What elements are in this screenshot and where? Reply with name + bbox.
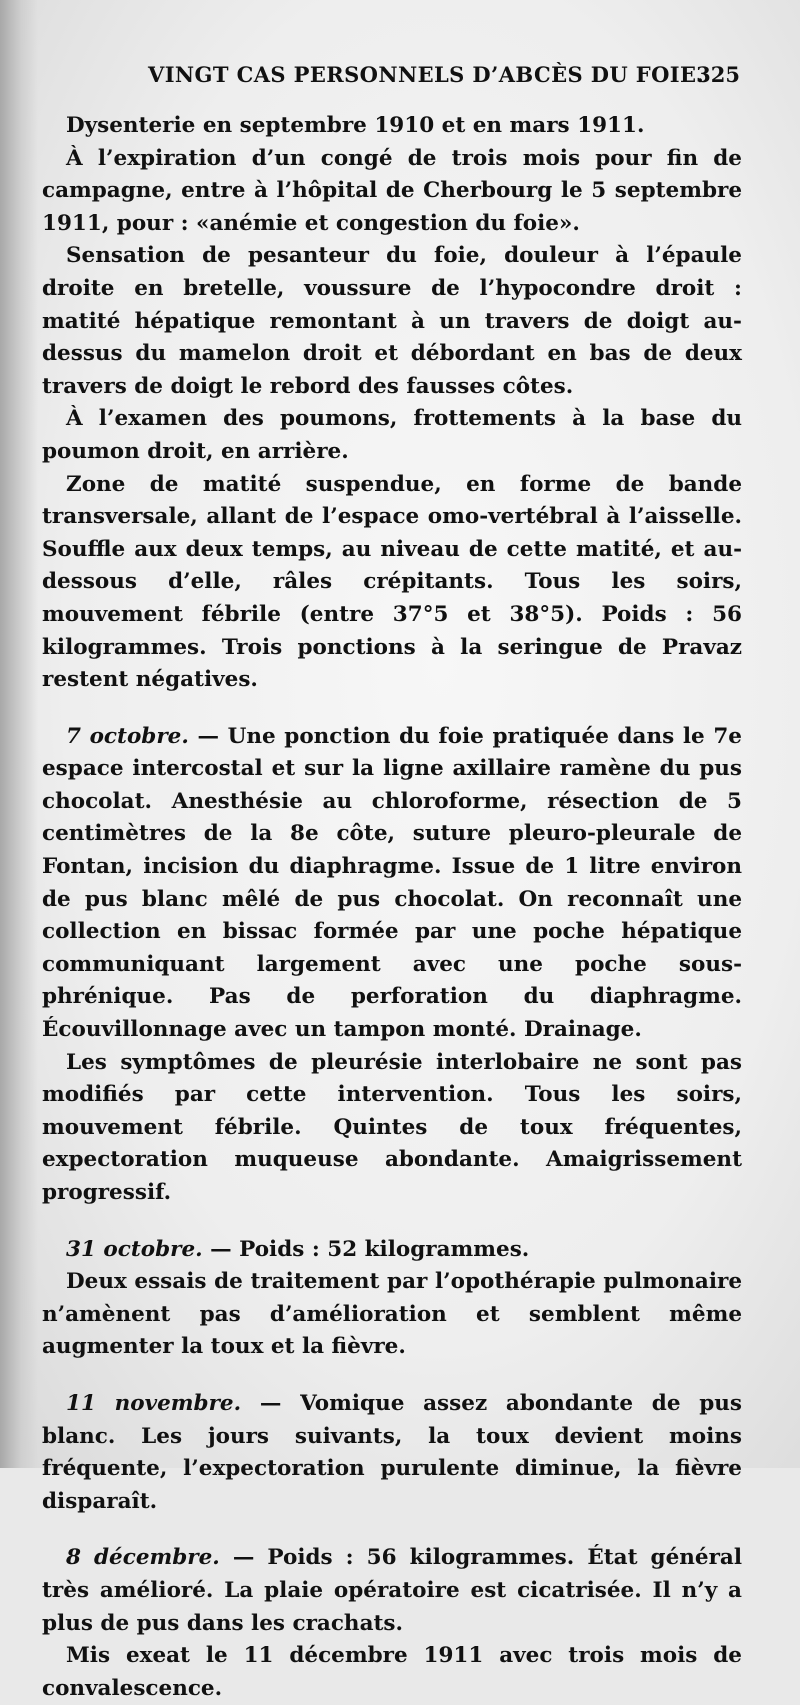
paragraph-dysentery [42, 110, 742, 143]
paragraph-opotherapy [42, 1266, 742, 1364]
paragraph-discharge [42, 1640, 742, 1705]
paragraph-lung-exam [42, 403, 742, 468]
paragraph-text: À l’expiration d’un congé de trois mois pour fin de campagne, entre à l’hôpital de Cherbourg le 5 septembre 1911, pour : «anémie et congestion du foie». [42, 145, 742, 236]
paragraph-text: Les symptômes de pleurésie interlobaire ne sont pas modifiés par cette intervention. Tous les soirs, mouvement fébrile. Quintes de toux fréquentes, expectoration muqueuse abondante. Amaigrissement progressif. [42, 1049, 742, 1205]
running-title: VINGT CAS PERSONNELS D’ABCÈS DU FOIE. [148, 62, 705, 87]
entry-31-octobre [42, 1234, 742, 1267]
paragraph-admission [42, 143, 742, 241]
book-spine-shadow [0, 0, 38, 1468]
page-number: 325 [696, 62, 740, 87]
entry-text: — Poids : 52 kilogrammes. [202, 1236, 530, 1262]
paragraph-text: À l’examen des poumons, frottements à la base du poumon droit, en arrière. [42, 406, 742, 464]
entry-date: 31 octobre. [66, 1236, 203, 1262]
entry-text: — Vomique assez abondante de pus blanc. Les jours suivants, la toux devient moins fréquente, l’expectoration purulente diminue, la fièvre disparaît. [42, 1390, 743, 1514]
paragraph-text: Sensation de pesanteur du foie, douleur à l’épaule droite en bretelle, voussure de l’hypocondre droit : matité hépatique remontant à un travers de doigt au-dessus du mamelon droit et débordant en bas de deux travers de doigt le rebord des fausses côtes. [42, 243, 742, 399]
page-body [42, 110, 742, 1705]
entry-8-decembre [42, 1542, 742, 1640]
paragraph-text: Mis exeat le 11 décembre 1911 avec trois mois de convalescence. [42, 1643, 742, 1701]
entry-date: 8 décembre. [66, 1545, 220, 1571]
paragraph-text: Zone de matité suspendue, en forme de bande transversale, allant de l’espace omo-vertébral à l’aisselle. Souffle aux deux temps, au niveau de cette matité, et au-dessous d’elle, râles crépitants. Tous les soirs, mouvement fébrile (entre 37°5 et 38°5). Poids : 56 kilogrammes. Trois ponctions à la seringue de Pravaz restent négatives. [42, 471, 742, 693]
paragraph-dullness-zone [42, 469, 742, 697]
entry-text: — Poids : 56 kilogrammes. État général très amélioré. La plaie opératoire est cicatrisée. Il n’y a plus de pus dans les crachats. [42, 1545, 743, 1636]
paragraph-text: Deux essais de traitement par l’opothérapie pulmonaire n’amènent pas d’amélioration et semblent même augmenter la toux et la fièvre. [42, 1269, 742, 1360]
entry-11-novembre [42, 1388, 742, 1518]
entry-text: — Une ponction du foie pratiquée dans le 7e espace intercostal et sur la ligne axillaire ramène du pus chocolat. Anesthésie au chloroforme, résection de 5 centimètres de la 8e côte, suture pleuro-pleurale de Fontan, incision du diaphragme. Issue de 1 litre environ de pus blanc mêlé de pus chocolat. On reconnaît une collection en bissac formée par une poche hépatique communiquant largement avec une poche sous-phrénique. Pas de perforation du diaphragme. Écouvillonnage avec un tampon monté. Drainage. [42, 723, 742, 1043]
paragraph-pleurisy [42, 1047, 742, 1210]
paragraph-liver-symptoms [42, 240, 742, 403]
entry-date: 7 octobre. [66, 723, 189, 749]
paragraph-text: Dysenterie en septembre 1910 et en mars 1911. [66, 113, 645, 138]
running-header [148, 62, 748, 96]
entry-7-octobre [42, 721, 742, 1047]
entry-date: 11 novembre. [66, 1390, 242, 1416]
